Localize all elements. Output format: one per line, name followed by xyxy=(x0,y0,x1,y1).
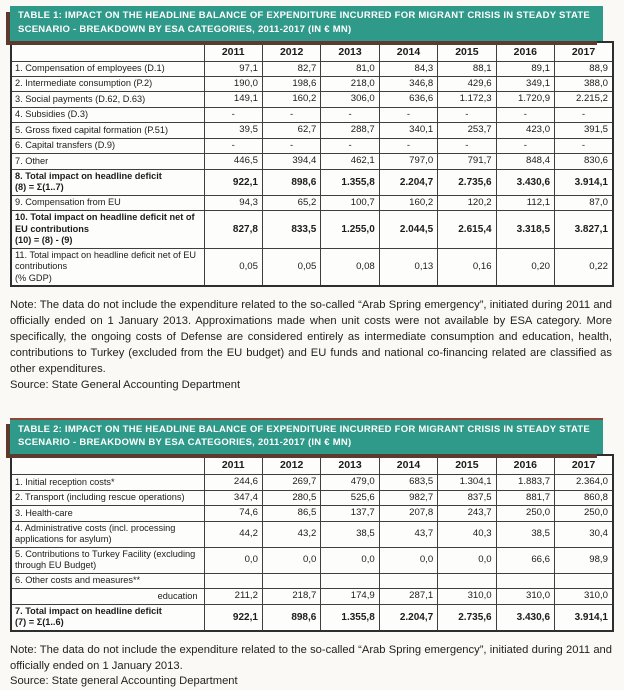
year-header: 2011 xyxy=(204,455,262,475)
row-label-line: 2. Transport (including rescue operations) xyxy=(15,492,185,503)
row-label-line: 5. Gross fixed capital formation (P.51) xyxy=(15,124,169,135)
cell-value: 149,1 xyxy=(204,92,262,107)
table2-title-band: TABLE 2: IMPACT ON THE HEADLINE BALANCE OF EXPENDITURE INCURRED FOR MIGRANT CRISIS IN STEADY STATE SCENARIO - BREAKDOWN BY ESA CATEGORIES, 2011-2017 (IN € MN) xyxy=(10,418,603,455)
cell-value xyxy=(379,573,437,588)
table-row xyxy=(11,195,613,210)
table-row xyxy=(11,547,613,573)
cell-value: 207,8 xyxy=(379,506,437,521)
row-label-line: 8. Total impact on headline deficit xyxy=(15,170,162,181)
cell-value: 0,22 xyxy=(555,248,613,286)
cell-value xyxy=(555,573,613,588)
row-label-line: (10) = (8) - (9) xyxy=(15,235,73,246)
cell-value xyxy=(496,573,554,588)
cell-value: - xyxy=(496,107,554,122)
year-header-row xyxy=(11,455,613,475)
row-label-line: 3. Social payments (D.62, D.63) xyxy=(15,93,146,104)
cell-value: 1.255,0 xyxy=(321,211,379,249)
cell-value: 2.615,4 xyxy=(438,211,496,249)
cell-value: 347,4 xyxy=(204,490,262,505)
cell-value: - xyxy=(204,107,262,122)
cell-value: 2.735,6 xyxy=(438,604,496,631)
row-label-line: 4. Subsidies (D.3) xyxy=(15,109,89,120)
cell-value: 211,2 xyxy=(204,589,262,604)
row-label-line: 5. Contributions to Turkey Facility (excluding xyxy=(15,548,196,559)
cell-value: 43,2 xyxy=(262,521,320,547)
cell-value: 922,1 xyxy=(204,169,262,195)
cell-value xyxy=(321,573,379,588)
year-header: 2015 xyxy=(438,42,496,62)
cell-value: - xyxy=(204,138,262,153)
cell-value: 250,0 xyxy=(555,506,613,521)
cell-value: 84,3 xyxy=(379,61,437,76)
cell-value: 2.044,5 xyxy=(379,211,437,249)
cell-value: 349,1 xyxy=(496,77,554,92)
cell-value: 87,0 xyxy=(555,195,613,210)
cell-value: 40,3 xyxy=(438,521,496,547)
row-label-line: through EU Budget) xyxy=(15,560,97,571)
cell-value: 0,13 xyxy=(379,248,437,286)
table-row xyxy=(11,77,613,92)
row-label xyxy=(11,521,204,547)
row-label-line: 6. Capital transfers (D.9) xyxy=(15,140,116,151)
cell-value: 38,5 xyxy=(321,521,379,547)
cell-value: 120,2 xyxy=(438,195,496,210)
table-row xyxy=(11,138,613,153)
cell-value: 394,4 xyxy=(262,154,320,169)
year-header-row xyxy=(11,42,613,62)
cell-value: 89,1 xyxy=(496,61,554,76)
cell-value: 3.914,1 xyxy=(555,604,613,631)
cell-value: 898,6 xyxy=(262,604,320,631)
cell-value: 98,9 xyxy=(555,547,613,573)
year-header: 2016 xyxy=(496,42,554,62)
cell-value: 190,0 xyxy=(204,77,262,92)
cell-value: 462,1 xyxy=(321,154,379,169)
row-label-line: contributions xyxy=(15,261,68,272)
row-label xyxy=(11,154,204,169)
cell-value: 3.914,1 xyxy=(555,169,613,195)
cell-value: 112,1 xyxy=(496,195,554,210)
table-row xyxy=(11,475,613,490)
table1-grid xyxy=(10,41,614,288)
cell-value: 0,0 xyxy=(262,547,320,573)
row-label-line: 3. Health-care xyxy=(15,507,73,518)
cell-value: 2.364,0 xyxy=(555,475,613,490)
cell-value: 306,0 xyxy=(321,92,379,107)
cell-value xyxy=(204,573,262,588)
row-label-line: 11. Total impact on headline deficit net of EU xyxy=(15,249,196,260)
row-label-line: 7. Other xyxy=(15,155,49,166)
table1-note: Note: The data do not include the expenditure related to the so-called “Arab Spring emergency”, initiated during 2011 and officially ended on 1 January 2013. Approximations made when unit costs were not available by ESA category. More specifically, the ongoing costs of Defense are considered entirely as intermediate consumption and education, health, contributions to Turkey (excluded from the EU budget) and EU funds and national co-financing related are classified as other expenditures. xyxy=(10,299,612,375)
cell-value: 2.215,2 xyxy=(555,92,613,107)
row-label-line: 1. Initial reception costs* xyxy=(15,476,115,487)
table-row xyxy=(11,604,613,631)
cell-value: - xyxy=(379,107,437,122)
row-label-line: applications for asylum) xyxy=(15,534,112,545)
cell-value: - xyxy=(379,138,437,153)
table2-note: Note: The data do not include the expenditure related to the so-called “Arab Spring emergency”, initiated during 2011 and officially ended on 1 January 2013. xyxy=(10,643,612,672)
cell-value: 848,4 xyxy=(496,154,554,169)
cell-value: - xyxy=(496,138,554,153)
cell-value: 253,7 xyxy=(438,123,496,138)
cell-value: 287,1 xyxy=(379,589,437,604)
row-label xyxy=(11,77,204,92)
table-row xyxy=(11,506,613,521)
row-label xyxy=(11,107,204,122)
cell-value: 62,7 xyxy=(262,123,320,138)
row-label-line: 7. Total impact on headline deficit xyxy=(15,605,162,616)
cell-value: 218,7 xyxy=(262,589,320,604)
table-row xyxy=(11,123,613,138)
row-label xyxy=(11,61,204,76)
cell-value: 310,0 xyxy=(496,589,554,604)
table-row xyxy=(11,589,613,604)
cell-value: 0,0 xyxy=(379,547,437,573)
cell-value: 340,1 xyxy=(379,123,437,138)
table1-title-band: TABLE 1: IMPACT ON THE HEADLINE BALANCE OF EXPENDITURE INCURRED FOR MIGRANT CRISIS IN STEADY STATE SCENARIO - BREAKDOWN BY ESA CATEGORIES, 2011-2017 (IN € MN) xyxy=(10,6,603,41)
cell-value: 1.720,9 xyxy=(496,92,554,107)
year-header: 2017 xyxy=(555,42,613,62)
year-header: 2014 xyxy=(379,455,437,475)
row-label-line: education xyxy=(157,590,198,601)
row-label xyxy=(11,195,204,210)
cell-value xyxy=(438,573,496,588)
cell-value xyxy=(262,573,320,588)
cell-value: 244,6 xyxy=(204,475,262,490)
cell-value: - xyxy=(555,138,613,153)
row-label-line: 2. Intermediate consumption (P.2) xyxy=(15,78,153,89)
table-row xyxy=(11,169,613,195)
row-label-line: 10. Total impact on headline deficit net of xyxy=(15,212,195,223)
cell-value: - xyxy=(555,107,613,122)
year-header: 2011 xyxy=(204,42,262,62)
cell-value: 479,0 xyxy=(321,475,379,490)
row-label-line: EU contributions xyxy=(15,223,90,234)
year-header: 2013 xyxy=(321,42,379,62)
cell-value: 198,6 xyxy=(262,77,320,92)
cell-value: 86,5 xyxy=(262,506,320,521)
cell-value: - xyxy=(262,138,320,153)
cell-value: 82,7 xyxy=(262,61,320,76)
row-label xyxy=(11,490,204,505)
cell-value: 922,1 xyxy=(204,604,262,631)
row-label xyxy=(11,475,204,490)
table2-grid xyxy=(10,454,614,631)
row-label xyxy=(11,92,204,107)
cell-value: 66,6 xyxy=(496,547,554,573)
cell-value: 0,20 xyxy=(496,248,554,286)
cell-value: 2.204,7 xyxy=(379,604,437,631)
row-label xyxy=(11,589,204,604)
cell-value: 391,5 xyxy=(555,123,613,138)
table-row xyxy=(11,490,613,505)
cell-value: 636,6 xyxy=(379,92,437,107)
cell-value: 100,7 xyxy=(321,195,379,210)
cell-value: 250,0 xyxy=(496,506,554,521)
cell-value: 88,1 xyxy=(438,61,496,76)
cell-value: 3.318,5 xyxy=(496,211,554,249)
cell-value: 39,5 xyxy=(204,123,262,138)
cell-value: 898,6 xyxy=(262,169,320,195)
year-header: 2013 xyxy=(321,455,379,475)
cell-value: - xyxy=(321,107,379,122)
cell-value: 218,0 xyxy=(321,77,379,92)
cell-value: 446,5 xyxy=(204,154,262,169)
corner-cell xyxy=(11,455,204,475)
row-label xyxy=(11,547,204,573)
cell-value: 0,05 xyxy=(204,248,262,286)
cell-value: 310,0 xyxy=(555,589,613,604)
cell-value: 3.827,1 xyxy=(555,211,613,249)
cell-value: - xyxy=(262,107,320,122)
cell-value: 860,8 xyxy=(555,490,613,505)
cell-value: 65,2 xyxy=(262,195,320,210)
cell-value: 3.430,6 xyxy=(496,169,554,195)
year-header: 2012 xyxy=(262,455,320,475)
table-row xyxy=(11,573,613,588)
cell-value: 269,7 xyxy=(262,475,320,490)
row-label xyxy=(11,248,204,286)
cell-value: 2.204,7 xyxy=(379,169,437,195)
cell-value: 44,2 xyxy=(204,521,262,547)
cell-value: 1.883,7 xyxy=(496,475,554,490)
section-gap xyxy=(10,394,612,418)
cell-value: - xyxy=(321,138,379,153)
row-label xyxy=(11,604,204,631)
row-label xyxy=(11,123,204,138)
cell-value: 346,8 xyxy=(379,77,437,92)
table-row xyxy=(11,521,613,547)
cell-value: 423,0 xyxy=(496,123,554,138)
year-header: 2016 xyxy=(496,455,554,475)
cell-value: 1.355,8 xyxy=(321,604,379,631)
cell-value: 837,5 xyxy=(438,490,496,505)
cell-value: 160,2 xyxy=(379,195,437,210)
row-label-line: 6. Other costs and measures** xyxy=(15,575,141,586)
table-row xyxy=(11,154,613,169)
row-label-line: (8) = Σ(1..7) xyxy=(15,182,64,193)
cell-value: 88,9 xyxy=(555,61,613,76)
cell-value: 683,5 xyxy=(379,475,437,490)
cell-value: 0,0 xyxy=(438,547,496,573)
cell-value: 525,6 xyxy=(321,490,379,505)
cell-value: 833,5 xyxy=(262,211,320,249)
cell-value: 310,0 xyxy=(438,589,496,604)
cell-value: 74,6 xyxy=(204,506,262,521)
table-row xyxy=(11,107,613,122)
year-header: 2012 xyxy=(262,42,320,62)
row-label-line: (7) = Σ(1..6) xyxy=(15,617,64,628)
year-header: 2017 xyxy=(555,455,613,475)
table-row xyxy=(11,92,613,107)
row-label xyxy=(11,138,204,153)
row-label-line: 1. Compensation of employees (D.1) xyxy=(15,63,165,74)
cell-value: 797,0 xyxy=(379,154,437,169)
cell-value: 38,5 xyxy=(496,521,554,547)
cell-value: 388,0 xyxy=(555,77,613,92)
cell-value: 174,9 xyxy=(321,589,379,604)
cell-value: 429,6 xyxy=(438,77,496,92)
cell-value: 1.355,8 xyxy=(321,169,379,195)
row-label xyxy=(11,573,204,588)
cell-value: 830,6 xyxy=(555,154,613,169)
table-row xyxy=(11,211,613,249)
year-header: 2014 xyxy=(379,42,437,62)
cell-value: 30,4 xyxy=(555,521,613,547)
cell-value: 288,7 xyxy=(321,123,379,138)
cell-value: 1.304,1 xyxy=(438,475,496,490)
cell-value: 827,8 xyxy=(204,211,262,249)
table2-source: Source: State general Accounting Department xyxy=(10,675,238,688)
cell-value: 791,7 xyxy=(438,154,496,169)
table-row xyxy=(11,248,613,286)
row-label-line: 4. Administrative costs (incl. processing xyxy=(15,522,176,533)
cell-value: 2.735,6 xyxy=(438,169,496,195)
cell-value: 97,1 xyxy=(204,61,262,76)
row-label xyxy=(11,169,204,195)
row-label xyxy=(11,506,204,521)
cell-value: 0,0 xyxy=(204,547,262,573)
cell-value: 81,0 xyxy=(321,61,379,76)
corner-cell xyxy=(11,42,204,62)
cell-value: - xyxy=(438,138,496,153)
cell-value: 982,7 xyxy=(379,490,437,505)
cell-value: 0,08 xyxy=(321,248,379,286)
cell-value: - xyxy=(438,107,496,122)
year-header: 2015 xyxy=(438,455,496,475)
cell-value: 160,2 xyxy=(262,92,320,107)
cell-value: 43,7 xyxy=(379,521,437,547)
row-label-line: 9. Compensation from EU xyxy=(15,197,121,208)
cell-value: 881,7 xyxy=(496,490,554,505)
cell-value: 0,16 xyxy=(438,248,496,286)
table-row xyxy=(11,61,613,76)
cell-value: 1.172,3 xyxy=(438,92,496,107)
cell-value: 94,3 xyxy=(204,195,262,210)
cell-value: 3.430,6 xyxy=(496,604,554,631)
cell-value: 243,7 xyxy=(438,506,496,521)
table1-source: Source: State General Accounting Department xyxy=(10,378,241,391)
cell-value: 0,05 xyxy=(262,248,320,286)
row-label-line: (% GDP) xyxy=(15,272,52,283)
cell-value: 0,0 xyxy=(321,547,379,573)
cell-value: 137,7 xyxy=(321,506,379,521)
row-label xyxy=(11,211,204,249)
cell-value: 280,5 xyxy=(262,490,320,505)
